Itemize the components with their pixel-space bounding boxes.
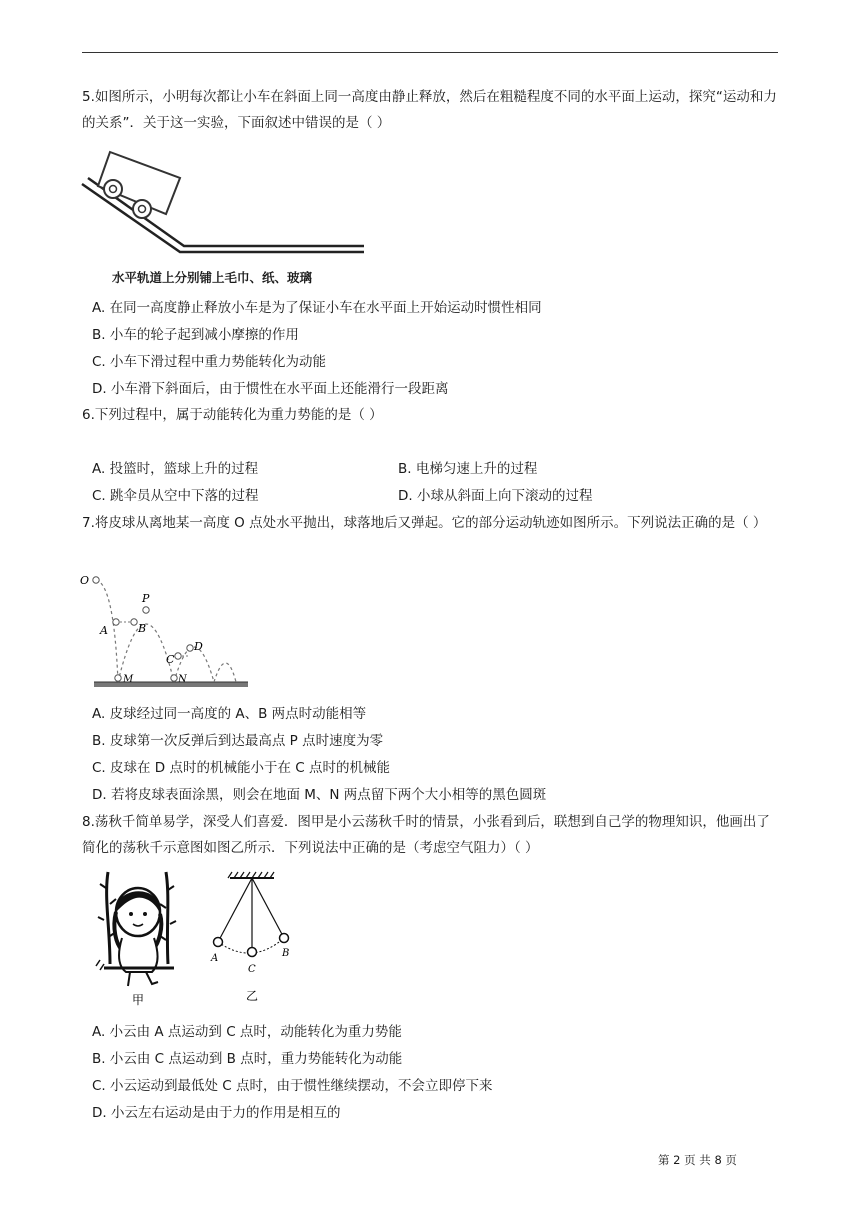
question-6-stem: 6.下列过程中，属于动能转化为重力势能的是（ ） [82, 407, 383, 423]
figure-yi-caption: 乙 [246, 989, 259, 1003]
question-7-option-a: A. 皮球经过同一高度的 A、B 两点时动能相等 [92, 706, 367, 722]
question-7-stem: 7.将皮球从离地某一高度 O 点处水平抛出，球落地后又弹起。它的部分运动轨迹如图所示。下列说法正确的是（ ） [82, 515, 767, 531]
question-8-option-c: C. 小云运动到最低处 C 点时，由于惯性继续摆动，不会立即停下来 [92, 1078, 493, 1094]
label-p: P [142, 592, 150, 605]
question-8-option-d: D. 小云左右运动是由于力的作用是相互的 [92, 1105, 341, 1121]
question-8-option-b: B. 小云由 C 点运动到 B 点时，重力势能转化为动能 [92, 1051, 403, 1067]
question-5-figure-caption: 水平轨道上分别铺上毛巾、纸、玻璃 [112, 270, 313, 285]
label-b: B [138, 622, 147, 635]
page-footer: 第 2 页 共 8 页 [658, 1153, 737, 1167]
bouncing-ball-figure [80, 570, 250, 692]
question-5-stem: 5.如图所示，小明每次都让小车在斜面上同一高度由静止释放，然后在粗糙程度不同的水平面上运动，探究“运动和力的关系”．关于这一实验，下面叙述中错误的是（ ） [82, 89, 777, 131]
question-6-option-c: C. 跳伞员从空中下落的过程 [92, 488, 259, 504]
question-5-option-b: B. 小车的轮子起到减小摩擦的作用 [92, 327, 299, 343]
question-6-option-d: D. 小球从斜面上向下滚动的过程 [398, 488, 593, 504]
pendulum-label-b: B [282, 948, 290, 959]
label-c: C [166, 653, 175, 666]
incline-cart-figure [80, 146, 370, 258]
question-6-option-b: B. 电梯匀速上升的过程 [398, 461, 538, 477]
label-d: D [194, 640, 203, 653]
question-7-option-c: C. 皮球在 D 点时的机械能小于在 C 点时的机械能 [92, 760, 390, 776]
question-7-option-d: D. 若将皮球表面涂黑，则会在地面 M、N 两点留下两个大小相等的黑色圆斑 [92, 787, 547, 803]
label-o: O [80, 574, 90, 587]
question-6-option-a: A. 投篮时，篮球上升的过程 [92, 461, 259, 477]
label-m: M [123, 674, 134, 685]
question-8-option-a: A. 小云由 A 点运动到 C 点时，动能转化为重力势能 [92, 1024, 402, 1040]
label-a: A [100, 624, 108, 637]
pendulum-figure [206, 872, 296, 1004]
swing-girl-figure [96, 868, 188, 1008]
pendulum-label-c: C [248, 964, 256, 975]
label-n: N [178, 674, 187, 685]
question-7-option-b: B. 皮球第一次反弹后到达最高点 P 点时速度为零 [92, 733, 384, 749]
question-5-option-a: A. 在同一高度静止释放小车是为了保证小车在水平面上开始运动时惯性相同 [92, 300, 542, 316]
header-rule [82, 52, 778, 53]
question-5-option-c: C. 小车下滑过程中重力势能转化为动能 [92, 354, 327, 370]
pendulum-label-a: A [211, 953, 219, 964]
question-8-stem: 8.荡秋千简单易学，深受人们喜爱．图甲是小云荡秋千时的情景，小张看到后，联想到自己学的物理知识，他画出了简化的荡秋千示意图如图乙所示．下列说法中正确的是（考虑空气阻力）（ ） [82, 814, 770, 856]
question-5-option-d: D. 小车滑下斜面后，由于惯性在水平面上还能滑行一段距离 [92, 381, 449, 397]
figure-jia-caption: 甲 [132, 993, 145, 1007]
